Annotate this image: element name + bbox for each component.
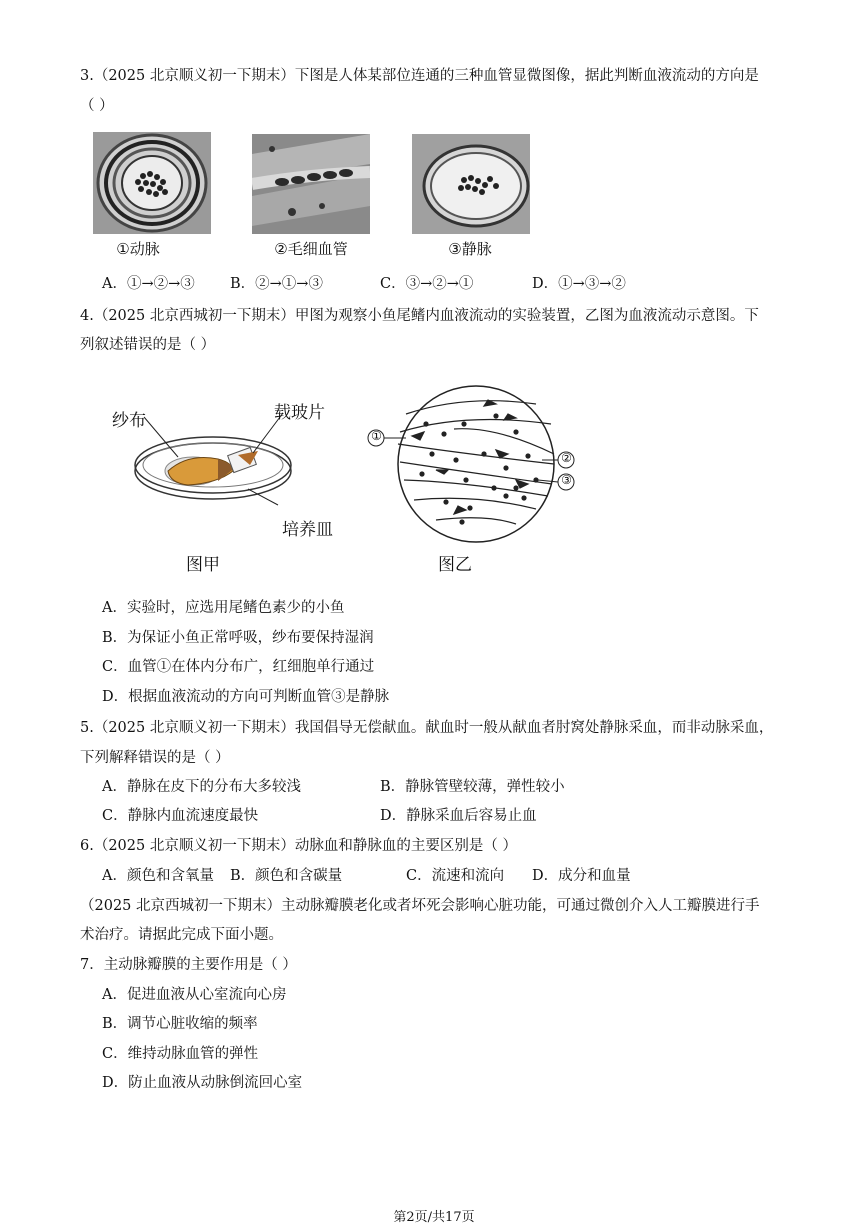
q4-option-b: B．为保证小鱼正常呼吸，纱布要保持湿润 — [102, 630, 374, 646]
q4-stem-line2: 列叙述错误的是（ ） — [80, 337, 216, 353]
dish-label: 培养皿 — [282, 520, 333, 540]
q5-stem-line2: 下列解释错误的是（ ） — [80, 750, 230, 766]
intro-line2: 术治疗。请据此完成下面小题。 — [80, 927, 283, 943]
q7-option-d: D．防止血液从动脉倒流回心室 — [102, 1075, 303, 1091]
intro-line1: （2025 北京西城初一下期末）主动脉瓣膜老化或者坏死会影响心脏功能，可通过微创介入人工瓣膜进行手 — [80, 898, 760, 914]
q6-option-d: D．成分和血量 — [532, 868, 631, 884]
q5-stem-line1: 5.（2025 北京顺义初一下期末）我国倡导无偿献血。献血时一般从献血者肘窝处静脉采血，而非动脉采血， — [80, 720, 774, 736]
vessel-mark-2: ② — [561, 451, 572, 465]
q6-option-a: A．颜色和含氧量 — [102, 868, 214, 884]
q5-option-d: D．静脉采血后容易止血 — [380, 808, 537, 824]
q6-stem: 6.（2025 北京顺义初一下期末）动脉血和静脉血的主要区别是（ ） — [80, 838, 517, 854]
q4-option-a: A．实验时，应选用尾鳍色素少的小鱼 — [102, 600, 345, 616]
q3-options — [102, 274, 626, 294]
q4-option-d: D．根据血液流动的方向可判断血管③是静脉 — [102, 689, 390, 705]
vessel-mark-3: ③ — [561, 473, 572, 487]
artery-micrograph — [93, 132, 211, 234]
vein-micrograph — [412, 134, 530, 234]
q3-stem-line2: （ ） — [80, 98, 114, 114]
q4-option-c: C．血管①在体内分布广，红细胞单行通过 — [102, 659, 375, 675]
gauze-label: 纱布 — [112, 411, 146, 431]
q3-option-b: B．②→①→③ — [230, 276, 323, 292]
artery-caption: ①动脉 — [116, 240, 160, 258]
q5-options-row1 — [102, 777, 565, 797]
capillary-caption: ②毛细血管 — [274, 240, 348, 258]
vessel-mark-1: ① — [371, 429, 382, 443]
q3-stem-line1: 3.（2025 北京顺义初一下期末）下图是人体某部位连通的三种血管显微图像，据此判断血液流动的方向是 — [80, 68, 759, 84]
q5-option-a: A．静脉在皮下的分布大多较浅 — [102, 779, 301, 795]
q5-options-row2 — [102, 806, 537, 826]
q7-option-a: A．促进血液从心室流向心房 — [102, 987, 287, 1003]
q7-option-c: C．维持动脉血管的弹性 — [102, 1046, 259, 1062]
capillary-micrograph — [252, 134, 370, 234]
q6-options — [102, 866, 631, 886]
slide-label: 载玻片 — [274, 403, 325, 423]
q5-option-b: B．静脉管壁较薄，弹性较小 — [380, 779, 565, 795]
figure-jia-caption: 图甲 — [186, 555, 220, 575]
vein-caption: ③静脉 — [448, 240, 492, 258]
figure-yi-caption: 图乙 — [438, 555, 472, 575]
q3-option-a: A．①→②→③ — [102, 276, 195, 292]
page-number: 第2页/共17页 — [393, 1210, 475, 1225]
q7-stem: 7．主动脉瓣膜的主要作用是（ ） — [80, 957, 297, 973]
q3-option-c: C．③→②→① — [380, 276, 474, 292]
q7-option-b: B．调节心脏收缩的频率 — [102, 1016, 258, 1032]
blood-flow-diagram — [366, 384, 586, 544]
q6-option-b: B．颜色和含碳量 — [230, 868, 343, 884]
q4-stem-line1: 4.（2025 北京西城初一下期末）甲图为观察小鱼尾鳍内血液流动的实验装置，乙图为血液流动示意图。下 — [80, 308, 759, 324]
q3-option-d: D．①→③→② — [532, 276, 626, 292]
q6-option-c: C．流速和流向 — [406, 868, 505, 884]
q5-option-c: C．静脉内血流速度最快 — [102, 808, 259, 824]
